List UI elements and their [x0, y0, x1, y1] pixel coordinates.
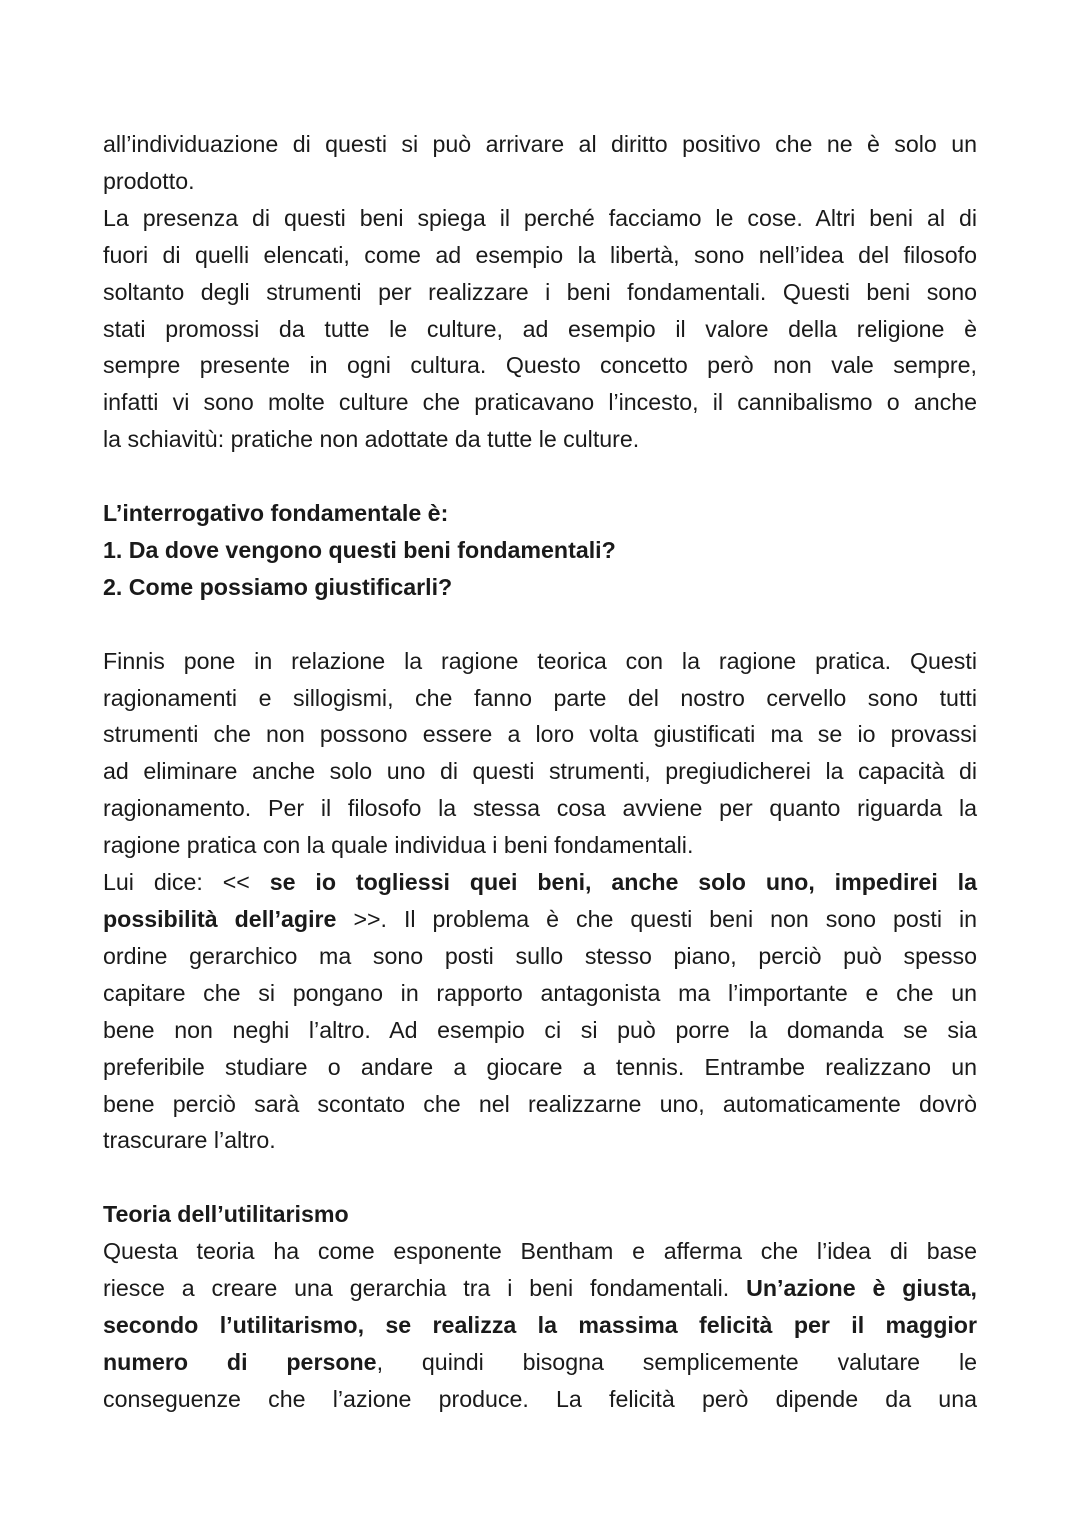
text-fragment: riesce a creare una gerarchia tra i beni fondamentali.: [103, 1275, 747, 1302]
paragraph-positive-law: [103, 126, 977, 200]
quote-intro: Lui dice: <<: [103, 869, 270, 896]
text-line: La presenza di questi beni spiega il perché facciamo le cose. Altri beni al di: [103, 204, 977, 231]
text-line: Finnis pone in relazione la ragione teorica con la ragione pratica. Questi: [103, 647, 977, 674]
definition-text: numero di persone: [103, 1348, 377, 1375]
spacer: [103, 458, 977, 495]
text-line: ragionamenti e sillogismi, che fanno parte del nostro cervello sono tutti: [103, 684, 977, 711]
text-line: [103, 1344, 977, 1381]
section-utilitarismo: [103, 1196, 977, 1417]
section-heading: Teoria dell’utilitarismo: [103, 1201, 349, 1228]
text-line: ordine gerarchico ma sono posti sullo stesso piano, perciò può spesso: [103, 942, 977, 969]
text-line: ad eliminare anche solo uno di questi strumenti, pregiudicherei la capacità di: [103, 758, 977, 785]
text-line: [103, 864, 977, 901]
text-line: trascurare l’altro.: [103, 1127, 276, 1154]
text-line: prodotto.: [103, 167, 195, 194]
text-fragment: , quindi bisogna semplicemente valutare le: [376, 1348, 977, 1375]
question-item: 1. Da dove vengono questi beni fondamentali?: [103, 536, 616, 563]
question-heading: L’interrogativo fondamentale è:: [103, 500, 449, 527]
text-line: capitare che si pongano in rapporto antagonista ma l’importante e che un: [103, 979, 977, 1006]
quote-outro: >>. Il problema è che questi beni non sono posti in: [336, 906, 978, 932]
paragraph-fundamental-goods: [103, 200, 977, 458]
question-item: 2. Come possiamo giustificarli?: [103, 573, 453, 600]
text-line: fuori di quelli elencati, come ad esempio la libertà, sono nell’idea del filosofo: [103, 241, 977, 268]
definition-text: Un’azione è giusta,: [746, 1275, 977, 1302]
text-line: sempre presente in ogni cultura. Questo concetto però non vale sempre,: [103, 352, 977, 379]
text-line: bene non neghi l’altro. Ad esempio ci si può porre la domanda se sia: [103, 1016, 977, 1043]
text-line: all’individuazione di questi si può arrivare al diritto positivo che ne è solo un: [103, 131, 977, 157]
text-line: Questa teoria ha come esponente Bentham e afferma che l’idea di base: [103, 1238, 977, 1265]
text-line: stati promossi da tutte le culture, ad esempio il valore della religione è: [103, 315, 977, 342]
spacer: [103, 1159, 977, 1196]
text-line: preferibile studiare o andare a giocare a tennis. Entrambe realizzano un: [103, 1053, 977, 1080]
text-line: ragionamento. Per il filosofo la stessa cosa avviene per quanto riguarda la: [103, 795, 977, 822]
spacer: [103, 606, 977, 643]
definition-text: secondo l’utilitarismo, se realizza la massima felicità per il maggior: [103, 1311, 977, 1338]
text-line: [103, 901, 977, 938]
paragraph-quote: [103, 864, 977, 1159]
quote-text: se io togliessi quei beni, anche solo uno, impedirei la: [269, 869, 977, 896]
question-block: [103, 495, 977, 606]
text-line: la schiavitù: pratiche non adottate da tutte le culture.: [103, 426, 640, 453]
document-page: [103, 126, 977, 1418]
text-line: conseguenze che l’azione produce. La felicità però dipende da una: [103, 1385, 977, 1412]
text-line: strumenti che non possono essere a loro volta giustificati ma se io provassi: [103, 721, 977, 748]
text-line: bene perciò sarà scontato che nel realizzarne uno, automaticamente dovrò: [103, 1090, 977, 1117]
text-line: infatti vi sono molte culture che praticavano l’incesto, il cannibalismo o anche: [103, 389, 977, 416]
text-line: ragione pratica con la quale individua i beni fondamentali.: [103, 832, 694, 859]
text-line: [103, 1270, 977, 1307]
paragraph-finnis: [103, 643, 977, 864]
text-line: soltanto degli strumenti per realizzare i beni fondamentali. Questi beni sono: [103, 278, 977, 305]
quote-text: possibilità dell’agire: [103, 906, 337, 932]
